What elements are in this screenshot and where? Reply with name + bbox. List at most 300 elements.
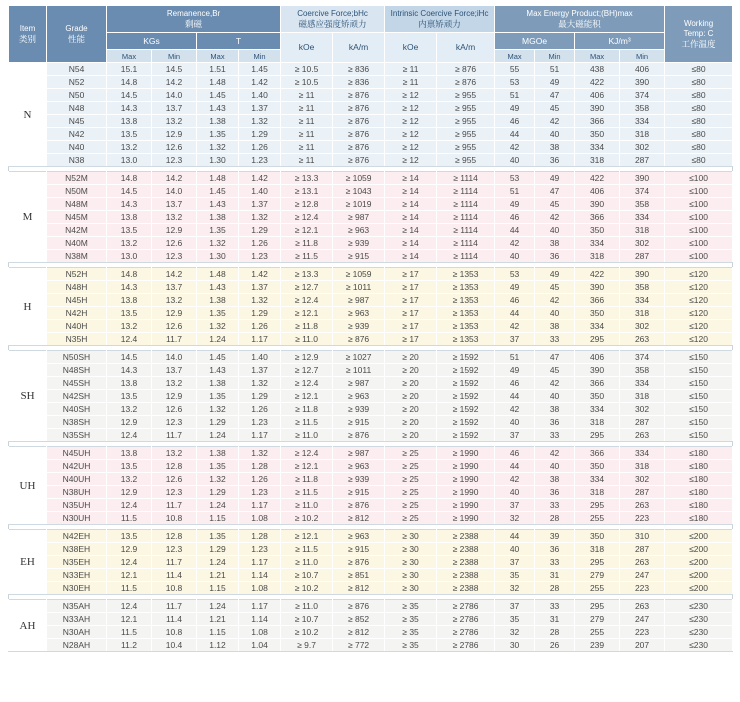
value-cell-working-temp: ≤80	[665, 76, 733, 89]
value-cell-kjm3-min: 318	[620, 460, 665, 473]
value-cell-kjm3-max: 366	[575, 447, 620, 460]
value-cell-t-max: 1.38	[197, 377, 239, 390]
value-cell-kjm3-min: 374	[620, 351, 665, 364]
grade-cell: N35EH	[47, 556, 107, 569]
value-cell-mgoe-min: 40	[535, 390, 575, 403]
value-cell-kjm3-max: 318	[575, 543, 620, 556]
value-cell-kjm3-max: 255	[575, 582, 620, 595]
value-cell-mgoe-min: 36	[535, 543, 575, 556]
grade-cell: N35SH	[47, 429, 107, 442]
value-cell-ihc-koe: ≥ 35	[385, 613, 437, 626]
value-cell-kgs-min: 12.9	[152, 128, 197, 141]
value-cell-working-temp: ≤80	[665, 154, 733, 167]
value-cell-ihc-koe: ≥ 35	[385, 626, 437, 639]
value-cell-ihc-kam: ≥ 1114	[437, 172, 495, 185]
value-cell-t-max: 1.29	[197, 416, 239, 429]
value-cell-ihc-kam: ≥ 1114	[437, 224, 495, 237]
value-cell-ihc-kam: ≥ 1592	[437, 416, 495, 429]
grade-cell: N52H	[47, 268, 107, 281]
value-cell-kjm3-max: 279	[575, 569, 620, 582]
value-cell-ihc-koe: ≥ 30	[385, 582, 437, 595]
value-cell-working-temp: ≤80	[665, 128, 733, 141]
value-cell-t-max: 1.45	[197, 351, 239, 364]
value-cell-mgoe-min: 38	[535, 141, 575, 154]
value-cell-mgoe-max: 53	[495, 76, 535, 89]
value-cell-working-temp: ≤120	[665, 333, 733, 346]
value-cell-mgoe-max: 44	[495, 460, 535, 473]
value-cell-kgs-min: 14.0	[152, 89, 197, 102]
value-cell-kjm3-max: 350	[575, 390, 620, 403]
value-cell-kgs-min: 13.7	[152, 281, 197, 294]
value-cell-mgoe-max: 40	[495, 154, 535, 167]
value-cell-t-max: 1.35	[197, 224, 239, 237]
grade-group-EH	[9, 530, 733, 595]
value-cell-working-temp: ≤120	[665, 294, 733, 307]
value-cell-kgs-min: 12.6	[152, 141, 197, 154]
value-cell-mgoe-min: 36	[535, 154, 575, 167]
value-cell-bhc-koe: ≥ 12.4	[281, 294, 333, 307]
value-cell-kgs-min: 13.2	[152, 377, 197, 390]
value-cell-ihc-kam: ≥ 955	[437, 102, 495, 115]
table-row	[9, 237, 733, 250]
energy-label-zh: 最大磁能积	[558, 18, 601, 29]
value-cell-mgoe-max: 51	[495, 351, 535, 364]
value-cell-kjm3-min: 207	[620, 639, 665, 652]
value-cell-t-max: 1.35	[197, 460, 239, 473]
grade-cell: N38M	[47, 250, 107, 263]
value-cell-mgoe-max: 37	[495, 600, 535, 613]
item-group-label: H	[9, 268, 47, 346]
value-cell-kgs-min: 11.7	[152, 429, 197, 442]
value-cell-bhc-koe: ≥ 11	[281, 128, 333, 141]
grade-cell: N38SH	[47, 416, 107, 429]
table-row	[9, 530, 733, 543]
value-cell-bhc-kam: ≥ 939	[333, 237, 385, 250]
grade-cell: N42SH	[47, 390, 107, 403]
value-cell-kgs-max: 14.8	[107, 76, 152, 89]
value-cell-mgoe-min: 39	[535, 530, 575, 543]
grade-cell: N52	[47, 76, 107, 89]
value-cell-ihc-kam: ≥ 1592	[437, 351, 495, 364]
col-header-intrinsic-coercive-force	[385, 6, 495, 33]
value-cell-kjm3-min: 302	[620, 237, 665, 250]
value-cell-ihc-koe: ≥ 20	[385, 364, 437, 377]
value-cell-kjm3-min: 287	[620, 250, 665, 263]
value-cell-ihc-koe: ≥ 12	[385, 128, 437, 141]
unit-header-bhc-koe: kOe	[281, 33, 333, 63]
value-cell-ihc-koe: ≥ 20	[385, 377, 437, 390]
table-row	[9, 333, 733, 346]
value-cell-kjm3-max: 334	[575, 141, 620, 154]
value-cell-ihc-koe: ≥ 25	[385, 460, 437, 473]
value-cell-bhc-kam: ≥ 963	[333, 530, 385, 543]
value-cell-bhc-kam: ≥ 1011	[333, 281, 385, 294]
temp-label-en2: Temp: C	[683, 28, 714, 38]
value-cell-mgoe-min: 28	[535, 512, 575, 525]
value-cell-t-min: 1.29	[239, 307, 281, 320]
value-cell-kjm3-min: 287	[620, 416, 665, 429]
value-cell-working-temp: ≤180	[665, 486, 733, 499]
value-cell-kgs-max: 13.2	[107, 473, 152, 486]
value-cell-working-temp: ≤150	[665, 364, 733, 377]
value-cell-t-min: 1.14	[239, 613, 281, 626]
table-row	[9, 499, 733, 512]
value-cell-ihc-koe: ≥ 17	[385, 281, 437, 294]
value-cell-ihc-koe: ≥ 14	[385, 224, 437, 237]
value-cell-ihc-kam: ≥ 2388	[437, 556, 495, 569]
value-cell-mgoe-min: 45	[535, 364, 575, 377]
value-cell-bhc-kam: ≥ 987	[333, 447, 385, 460]
value-cell-kgs-max: 12.9	[107, 486, 152, 499]
value-cell-kjm3-max: 406	[575, 351, 620, 364]
value-cell-ihc-koe: ≥ 17	[385, 294, 437, 307]
table-row	[9, 447, 733, 460]
value-cell-kjm3-min: 287	[620, 486, 665, 499]
value-cell-kgs-min: 14.0	[152, 185, 197, 198]
value-cell-mgoe-max: 53	[495, 268, 535, 281]
value-cell-kjm3-max: 350	[575, 460, 620, 473]
value-cell-ihc-kam: ≥ 1353	[437, 268, 495, 281]
value-cell-mgoe-max: 46	[495, 377, 535, 390]
value-cell-working-temp: ≤100	[665, 224, 733, 237]
value-cell-ihc-kam: ≥ 1353	[437, 307, 495, 320]
value-cell-ihc-koe: ≥ 14	[385, 185, 437, 198]
value-cell-kjm3-max: 350	[575, 307, 620, 320]
table-row	[9, 351, 733, 364]
value-cell-bhc-koe: ≥ 12.4	[281, 377, 333, 390]
value-cell-kjm3-max: 334	[575, 403, 620, 416]
value-cell-ihc-kam: ≥ 876	[437, 76, 495, 89]
value-cell-kgs-max: 15.1	[107, 63, 152, 76]
value-cell-kgs-max: 14.3	[107, 364, 152, 377]
value-cell-mgoe-max: 55	[495, 63, 535, 76]
value-cell-ihc-kam: ≥ 1990	[437, 460, 495, 473]
value-cell-ihc-kam: ≥ 2786	[437, 639, 495, 652]
table-row	[9, 76, 733, 89]
table-row	[9, 211, 733, 224]
value-cell-t-min: 1.32	[239, 377, 281, 390]
value-cell-t-min: 1.17	[239, 499, 281, 512]
value-cell-bhc-koe: ≥ 11.0	[281, 429, 333, 442]
value-cell-t-max: 1.24	[197, 600, 239, 613]
value-cell-ihc-kam: ≥ 1592	[437, 377, 495, 390]
table-row	[9, 224, 733, 237]
value-cell-mgoe-max: 44	[495, 390, 535, 403]
value-cell-ihc-koe: ≥ 25	[385, 447, 437, 460]
value-cell-mgoe-max: 49	[495, 281, 535, 294]
value-cell-kjm3-min: 334	[620, 115, 665, 128]
value-cell-kjm3-min: 318	[620, 224, 665, 237]
value-cell-bhc-kam: ≥ 939	[333, 403, 385, 416]
grade-cell: N42	[47, 128, 107, 141]
value-cell-ihc-koe: ≥ 17	[385, 268, 437, 281]
value-cell-ihc-kam: ≥ 1114	[437, 211, 495, 224]
value-cell-t-min: 1.17	[239, 429, 281, 442]
remanence-label-zh: 剩磁	[185, 18, 203, 29]
grade-group-M	[9, 172, 733, 263]
value-cell-kjm3-min: 358	[620, 198, 665, 211]
value-cell-kgs-max: 12.9	[107, 543, 152, 556]
table-row	[9, 115, 733, 128]
value-cell-bhc-kam: ≥ 876	[333, 102, 385, 115]
value-cell-kgs-min: 11.4	[152, 613, 197, 626]
value-cell-bhc-koe: ≥ 11.0	[281, 600, 333, 613]
value-cell-kgs-max: 11.5	[107, 582, 152, 595]
value-cell-mgoe-min: 45	[535, 102, 575, 115]
value-cell-bhc-kam: ≥ 876	[333, 333, 385, 346]
grade-group-SH	[9, 351, 733, 442]
value-cell-mgoe-max: 44	[495, 224, 535, 237]
value-cell-bhc-koe: ≥ 11	[281, 141, 333, 154]
value-cell-working-temp: ≤230	[665, 626, 733, 639]
value-cell-working-temp: ≤180	[665, 512, 733, 525]
value-cell-ihc-koe: ≥ 14	[385, 237, 437, 250]
table-row	[9, 377, 733, 390]
value-cell-kjm3-max: 422	[575, 172, 620, 185]
value-cell-t-max: 1.24	[197, 499, 239, 512]
value-cell-mgoe-min: 42	[535, 377, 575, 390]
value-cell-kgs-min: 14.2	[152, 172, 197, 185]
value-cell-bhc-kam: ≥ 876	[333, 89, 385, 102]
value-cell-mgoe-max: 46	[495, 115, 535, 128]
item-group-label: N	[9, 63, 47, 167]
value-cell-ihc-kam: ≥ 955	[437, 141, 495, 154]
value-cell-t-max: 1.24	[197, 333, 239, 346]
value-cell-kjm3-min: 263	[620, 429, 665, 442]
remanence-label-en: Remanence,Br	[166, 9, 221, 19]
value-cell-bhc-kam: ≥ 915	[333, 250, 385, 263]
item-label-en: Item	[19, 24, 36, 34]
value-cell-bhc-koe: ≥ 11.0	[281, 556, 333, 569]
value-cell-t-min: 1.26	[239, 141, 281, 154]
grade-cell: N38UH	[47, 486, 107, 499]
grade-cell: N50SH	[47, 351, 107, 364]
value-cell-ihc-koe: ≥ 25	[385, 499, 437, 512]
value-cell-ihc-kam: ≥ 2388	[437, 543, 495, 556]
item-group-label: M	[9, 172, 47, 263]
value-cell-bhc-kam: ≥ 836	[333, 63, 385, 76]
value-cell-working-temp: ≤180	[665, 460, 733, 473]
grade-cell: N40M	[47, 237, 107, 250]
value-cell-ihc-kam: ≥ 955	[437, 128, 495, 141]
value-cell-bhc-koe: ≥ 11.8	[281, 237, 333, 250]
grade-cell: N48	[47, 102, 107, 115]
table-row	[9, 613, 733, 626]
value-cell-kjm3-max: 318	[575, 416, 620, 429]
value-cell-kgs-max: 14.3	[107, 198, 152, 211]
value-cell-mgoe-max: 46	[495, 211, 535, 224]
value-cell-ihc-koe: ≥ 20	[385, 429, 437, 442]
value-cell-t-max: 1.21	[197, 569, 239, 582]
value-cell-bhc-koe: ≥ 11.8	[281, 473, 333, 486]
value-cell-ihc-kam: ≥ 1990	[437, 499, 495, 512]
value-cell-t-max: 1.32	[197, 403, 239, 416]
value-cell-kjm3-max: 318	[575, 250, 620, 263]
value-cell-bhc-koe: ≥ 9.7	[281, 639, 333, 652]
grade-cell: N30AH	[47, 626, 107, 639]
value-cell-ihc-koe: ≥ 25	[385, 486, 437, 499]
value-cell-bhc-kam: ≥ 987	[333, 211, 385, 224]
grade-group-AH	[9, 600, 733, 652]
value-cell-ihc-koe: ≥ 30	[385, 543, 437, 556]
value-cell-bhc-koe: ≥ 12.4	[281, 211, 333, 224]
value-cell-kgs-min: 11.7	[152, 499, 197, 512]
value-cell-t-max: 1.35	[197, 390, 239, 403]
value-cell-kjm3-max: 350	[575, 224, 620, 237]
value-cell-t-min: 1.23	[239, 154, 281, 167]
value-cell-ihc-kam: ≥ 2786	[437, 613, 495, 626]
grade-cell: N35AH	[47, 600, 107, 613]
value-cell-bhc-kam: ≥ 876	[333, 556, 385, 569]
value-cell-bhc-kam: ≥ 876	[333, 141, 385, 154]
value-cell-ihc-kam: ≥ 2388	[437, 530, 495, 543]
table-row	[9, 390, 733, 403]
value-cell-kgs-min: 11.4	[152, 569, 197, 582]
value-cell-kjm3-min: 334	[620, 377, 665, 390]
subheader-kjm3-min: Min	[620, 50, 665, 63]
value-cell-kgs-max: 12.1	[107, 613, 152, 626]
value-cell-kjm3-min: 247	[620, 613, 665, 626]
value-cell-ihc-kam: ≥ 1592	[437, 364, 495, 377]
value-cell-bhc-kam: ≥ 1019	[333, 198, 385, 211]
grade-cell: N40	[47, 141, 107, 154]
value-cell-t-min: 1.23	[239, 250, 281, 263]
value-cell-working-temp: ≤150	[665, 403, 733, 416]
value-cell-ihc-kam: ≥ 1353	[437, 281, 495, 294]
value-cell-bhc-koe: ≥ 12.1	[281, 460, 333, 473]
value-cell-bhc-koe: ≥ 12.1	[281, 224, 333, 237]
table-row	[9, 512, 733, 525]
value-cell-ihc-koe: ≥ 12	[385, 154, 437, 167]
value-cell-mgoe-min: 26	[535, 639, 575, 652]
value-cell-kjm3-min: 247	[620, 569, 665, 582]
value-cell-bhc-koe: ≥ 12.9	[281, 351, 333, 364]
value-cell-ihc-koe: ≥ 20	[385, 390, 437, 403]
value-cell-kjm3-min: 287	[620, 543, 665, 556]
value-cell-ihc-kam: ≥ 876	[437, 63, 495, 76]
value-cell-ihc-kam: ≥ 2786	[437, 626, 495, 639]
value-cell-t-max: 1.24	[197, 556, 239, 569]
col-header-coercive-force	[281, 6, 385, 33]
value-cell-kgs-max: 13.8	[107, 377, 152, 390]
value-cell-bhc-koe: ≥ 12.1	[281, 390, 333, 403]
value-cell-bhc-koe: ≥ 11	[281, 102, 333, 115]
grade-cell: N28AH	[47, 639, 107, 652]
value-cell-t-min: 1.23	[239, 416, 281, 429]
value-cell-kgs-min: 10.8	[152, 512, 197, 525]
value-cell-t-max: 1.43	[197, 364, 239, 377]
grade-cell: N50M	[47, 185, 107, 198]
value-cell-ihc-koe: ≥ 12	[385, 141, 437, 154]
value-cell-mgoe-min: 36	[535, 416, 575, 429]
value-cell-t-max: 1.43	[197, 102, 239, 115]
item-group-label: AH	[9, 600, 47, 652]
subheader-kjm3-max: Max	[575, 50, 620, 63]
value-cell-mgoe-min: 45	[535, 281, 575, 294]
value-cell-kjm3-min: 318	[620, 390, 665, 403]
value-cell-mgoe-min: 33	[535, 333, 575, 346]
value-cell-working-temp: ≤180	[665, 447, 733, 460]
grade-cell: N38	[47, 154, 107, 167]
value-cell-bhc-kam: ≥ 851	[333, 569, 385, 582]
value-cell-t-min: 1.42	[239, 76, 281, 89]
value-cell-kgs-max: 13.0	[107, 154, 152, 167]
value-cell-mgoe-min: 49	[535, 172, 575, 185]
value-cell-kgs-min: 10.8	[152, 626, 197, 639]
subheader-kgs-min: Min	[152, 50, 197, 63]
value-cell-bhc-kam: ≥ 987	[333, 377, 385, 390]
value-cell-bhc-koe: ≥ 11.0	[281, 499, 333, 512]
value-cell-t-max: 1.29	[197, 543, 239, 556]
value-cell-t-max: 1.43	[197, 198, 239, 211]
value-cell-ihc-kam: ≥ 1592	[437, 429, 495, 442]
value-cell-bhc-koe: ≥ 11.8	[281, 320, 333, 333]
value-cell-bhc-koe: ≥ 10.2	[281, 582, 333, 595]
grade-cell: N30UH	[47, 512, 107, 525]
value-cell-mgoe-max: 32	[495, 512, 535, 525]
value-cell-mgoe-max: 49	[495, 102, 535, 115]
value-cell-ihc-koe: ≥ 12	[385, 89, 437, 102]
value-cell-kjm3-min: 318	[620, 307, 665, 320]
value-cell-t-min: 1.29	[239, 390, 281, 403]
table-header	[9, 6, 733, 63]
value-cell-kgs-min: 12.9	[152, 224, 197, 237]
value-cell-mgoe-min: 38	[535, 403, 575, 416]
value-cell-working-temp: ≤120	[665, 281, 733, 294]
energy-label-en: Max Energy Product;(BH)max	[526, 9, 633, 19]
value-cell-kjm3-max: 334	[575, 237, 620, 250]
value-cell-mgoe-min: 36	[535, 250, 575, 263]
value-cell-ihc-koe: ≥ 30	[385, 556, 437, 569]
table-row	[9, 250, 733, 263]
value-cell-kgs-max: 12.9	[107, 416, 152, 429]
value-cell-kgs-min: 14.0	[152, 351, 197, 364]
value-cell-t-min: 1.32	[239, 447, 281, 460]
grade-cell: N45SH	[47, 377, 107, 390]
table-row	[9, 416, 733, 429]
value-cell-kgs-min: 14.5	[152, 63, 197, 76]
value-cell-mgoe-min: 40	[535, 460, 575, 473]
value-cell-t-max: 1.38	[197, 115, 239, 128]
value-cell-t-max: 1.32	[197, 320, 239, 333]
col-header-max-energy-product	[495, 6, 665, 33]
value-cell-kgs-min: 12.6	[152, 320, 197, 333]
value-cell-bhc-koe: ≥ 10.5	[281, 76, 333, 89]
value-cell-kjm3-min: 302	[620, 473, 665, 486]
value-cell-t-min: 1.32	[239, 211, 281, 224]
value-cell-kjm3-max: 366	[575, 294, 620, 307]
value-cell-working-temp: ≤200	[665, 556, 733, 569]
grade-cell: N33EH	[47, 569, 107, 582]
value-cell-bhc-kam: ≥ 963	[333, 460, 385, 473]
value-cell-kgs-min: 12.6	[152, 403, 197, 416]
value-cell-mgoe-max: 49	[495, 198, 535, 211]
value-cell-kgs-min: 12.3	[152, 543, 197, 556]
value-cell-t-max: 1.43	[197, 281, 239, 294]
value-cell-ihc-koe: ≥ 25	[385, 473, 437, 486]
value-cell-working-temp: ≤100	[665, 185, 733, 198]
value-cell-mgoe-min: 40	[535, 128, 575, 141]
value-cell-t-min: 1.37	[239, 364, 281, 377]
value-cell-ihc-koe: ≥ 14	[385, 211, 437, 224]
value-cell-t-min: 1.14	[239, 569, 281, 582]
value-cell-mgoe-max: 32	[495, 626, 535, 639]
value-cell-ihc-kam: ≥ 1353	[437, 333, 495, 346]
value-cell-kgs-min: 13.7	[152, 364, 197, 377]
value-cell-kjm3-max: 334	[575, 473, 620, 486]
value-cell-kgs-max: 14.5	[107, 351, 152, 364]
col-header-item	[9, 6, 47, 63]
